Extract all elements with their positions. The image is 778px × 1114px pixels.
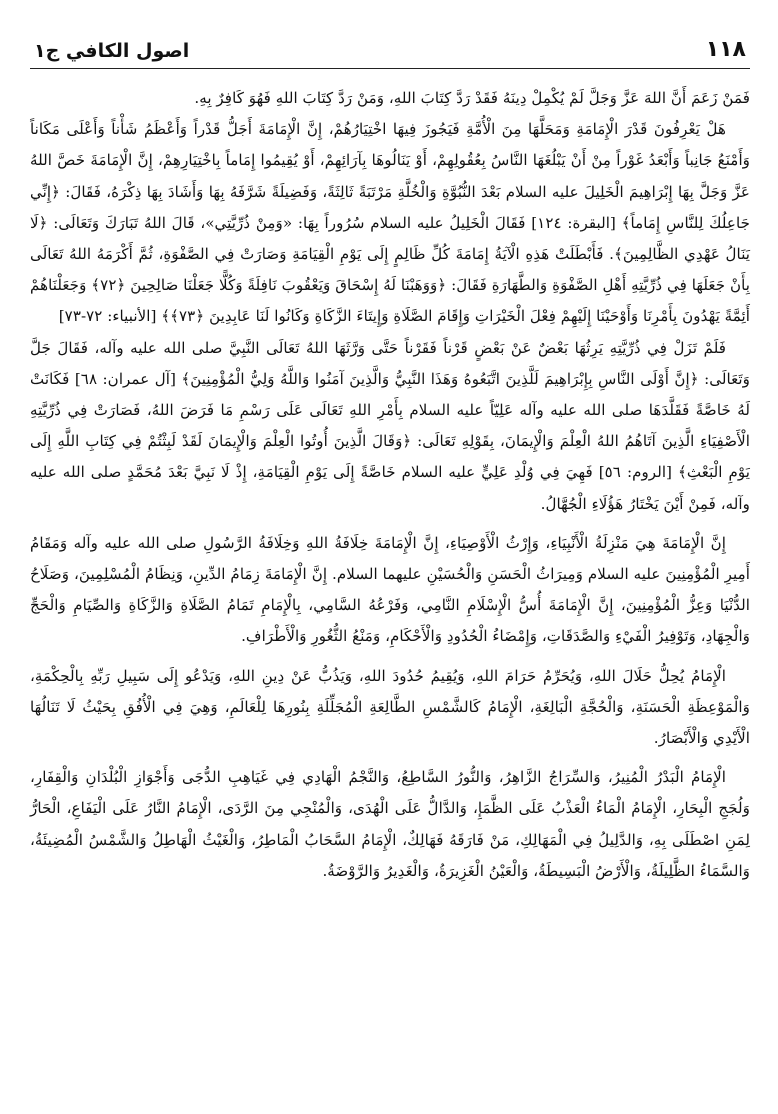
paragraph-2: هَلْ يَعْرِفُونَ قَدْرَ الْإِمَامَةِ وَمَحَلَّهَا مِنَ الْأُمَّةِ فَيَجُوزَ فِيهَا اخْتِيَارُهُمْ، إِنَّ الْإِمَامَةَ أَجَلُّ قَدْراً وَأَعْظَمُ شَأْناً وَأَعْلَى مَكَاناً وَأَمْنَعُ جَانِباً وَأَبْعَدُ غَوْراً مِنْ أَنْ يَبْلُغَهَا النَّاسُ بِعُقُولِهِمْ، أَوْ يَنَالُوهَا بِآرَائِهِمْ، أَوْ يُقِيمُوا إِمَاماً بِاخْتِيَارِهِمْ، إِنَّ الْإِمَامَةَ خَصَّ اللهُ عَزَّ وَجَلَّ بِهَا إِبْرَاهِيمَ الْخَلِيلَ عليه السلام بَعْدَ النُّبُوَّةِ وَالْخُلَّةِ مَرْتَبَةً ثَالِثَةً، وَفَضِيلَةً شَرَّفَهُ بِهَا وَأَشَادَ بِهَا ذِكْرَهُ، فَقَالَ: ﴿إِنِّي جَاعِلُكَ لِلنَّاسِ إِمَاماً﴾ [البقرة: ١٢٤] فَقَالَ الْخَلِيلُ عليه السلام سُرُوراً بِهَا: «وَمِنْ ذُرِّيَّتِي»، قَالَ اللهُ تَبَارَكَ وَتَعَالَى: ﴿لَا يَنَالُ عَهْدِي الظَّالِمِينَ﴾. فَأَبْطَلَتْ هَذِهِ الْآيَةُ إِمَامَةَ كُلِّ ظَالِمٍ إِلَى يَوْمِ الْقِيَامَةِ وَصَارَتْ فِي الصَّفْوَةِ، ثُمَّ أَكْرَمَهُ اللهُ تَعَالَى بِأَنْ جَعَلَهَا فِي ذُرِّيَّتِهِ أَهْلِ الصَّفْوَةِ وَالطَّهَارَةِ فَقَالَ: ﴿وَوَهَبْنَا لَهُ إِسْحَاقَ وَيَعْقُوبَ نَافِلَةً وَكُلًّا جَعَلْنَا صَالِحِينَ ﴿٧٢﴾ وَجَعَلْنَاهُمْ أَئِمَّةً يَهْدُونَ بِأَمْرِنَا وَأَوْحَيْنَا إِلَيْهِمْ فِعْلَ الْخَيْرَاتِ وَإِقَامَ الصَّلَاةِ وَإِيتَاءَ الزَّكَاةِ وَكَانُوا لَنَا عَابِدِينَ ﴿٧٣﴾﴾ [الأنبياء: ٧٢-٧٣] xyxy=(30,120,750,326)
document-page xyxy=(30,28,750,1088)
book-title: اصول الكافي ج١ xyxy=(34,40,190,62)
paragraph-6: الْإِمَامُ الْبَدْرُ الْمُنِيرُ، وَالسِّرَاجُ الزَّاهِرُ، وَالنُّورُ السَّاطِعُ، وَالنَّجْمُ الْهَادِي فِي غَيَاهِبِ الدُّجَى وَأَجْوَازِ الْبُلْدَانِ وَالْقِفَارِ، وَلُجَجِ الْبِحَارِ، الْإِمَامُ الْمَاءُ الْعَذْبُ عَلَى الظَّمَإِ، وَالدَّالُّ عَلَى الْهُدَى، وَالْمُنْجِي مِنَ الرَّدَى، الْإِمَامُ النَّارُ عَلَى الْيَفَاعِ، الْحَارُّ لِمَنِ اصْطَلَى بِهِ، وَالدَّلِيلُ فِي الْمَهَالِكِ، مَنْ فَارَقَهُ فَهَالِكٌ، الْإِمَامُ السَّحَابُ الْمَاطِرُ، وَالْغَيْثُ الْهَاطِلُ وَالشَّمْسُ الْمُضِيئَةُ، وَالسَّمَاءُ الظَّلِيلَةُ، وَالْأَرْضُ الْبَسِيطَةُ، وَالْعَيْنُ الْغَزِيرَةُ، وَالْغَدِيرُ وَالرَّوْضَةُ. xyxy=(30,768,750,880)
paragraph-5: الْإِمَامُ يُحِلُّ حَلَالَ اللهِ، وَيُحَرِّمُ حَرَامَ اللهِ، وَيُقِيمُ حُدُودَ اللهِ، وَيَذُبُّ عَنْ دِينِ اللهِ، وَيَدْعُو إِلَى سَبِيلِ رَبِّهِ بِالْحِكْمَةِ، وَالْمَوْعِظَةِ الْحَسَنَةِ، وَالْحُجَّةِ الْبَالِغَةِ، الْإِمَامُ كَالشَّمْسِ الطَّالِعَةِ الْمُجَلِّلَةِ بِنُورِهَا لِلْعَالَمِ، وَهِيَ فِي الْأُفُقِ بِحَيْثُ لَا تَنَالُهَا الْأَيْدِي وَالْأَبْصَارُ. xyxy=(30,666,750,748)
paragraph-1: فَمَنْ زَعَمَ أَنَّ اللهَ عَزَّ وَجَلَّ لَمْ يُكْمِلْ دِينَهُ فَقَدْ رَدَّ كِتَابَ اللهِ، وَمَنْ رَدَّ كِتَابَ اللهِ فَهُوَ كَافِرٌ بِهِ. xyxy=(194,89,750,107)
paragraph-3: فَلَمْ تَزَلْ فِي ذُرِّيَّتِهِ يَرِثُهَا بَعْضٌ عَنْ بَعْضٍ قَرْناً فَقَرْناً حَتَّى وَرَّثَهَا اللهُ تَعَالَى النَّبِيَّ صلى الله عليه وآله، فَقَالَ جَلَّ وَتَعَالَى: ﴿إِنَّ أَوْلَى النَّاسِ بِإِبْرَاهِيمَ لَلَّذِينَ اتَّبَعُوهُ وَهَذَا النَّبِيُّ وَالَّذِينَ آمَنُوا وَاللَّهُ وَلِيُّ الْمُؤْمِنِينَ﴾ [آل عمران: ٦٨] فَكَانَتْ لَهُ خَاصَّةً فَقَلَّدَهَا صلى الله عليه وآله عَلِيّاً عليه السلام بِأَمْرِ اللهِ تَعَالَى عَلَى رَسْمِ مَا فَرَضَ اللهُ، فَصَارَتْ فِي ذُرِّيَّتِهِ الْأَصْفِيَاءِ الَّذِينَ آتَاهُمُ اللهُ الْعِلْمَ وَالْإِيمَانَ، بِقَوْلِهِ تَعَالَى: ﴿وَقَالَ الَّذِينَ أُوتُوا الْعِلْمَ وَالْإِيمَانَ لَقَدْ لَبِثْتُمْ فِي كِتَابِ اللَّهِ إِلَى يَوْمِ الْبَعْثِ﴾ [الروم: ٥٦] فَهِيَ فِي وُلْدِ عَلِيٍّ عليه السلام خَاصَّةً إِلَى يَوْمِ الْقِيَامَةِ، إِذْ لَا نَبِيَّ بَعْدَ مُحَمَّدٍ صلى الله عليه وآله، فَمِنْ أَيْنَ يَخْتَارُ هَؤُلَاءِ الْجُهَّالُ. xyxy=(30,338,750,513)
page-header xyxy=(30,28,750,69)
body-text xyxy=(30,83,750,887)
page-number: ١١٨ xyxy=(705,37,746,62)
paragraph-4: إِنَّ الْإِمَامَةَ هِيَ مَنْزِلَةُ الْأَنْبِيَاءِ، وَإِرْثُ الْأَوْصِيَاءِ، إِنَّ الْإِمَامَةَ خِلَافَةُ اللهِ وَخِلَافَةُ الرَّسُولِ صلى الله عليه وآله وَمَقَامُ أَمِيرِ الْمُؤْمِنِينَ عليه السلام وَمِيرَاثُ الْحَسَنِ وَالْحُسَيْنِ عليهما السلام. إِنَّ الْإِمَامَةَ زِمَامُ الدِّينِ، وَنِظَامُ الْمُسْلِمِينَ، وَصَلَاحُ الدُّنْيَا وَعِزُّ الْمُؤْمِنِينَ، إِنَّ الْإِمَامَةَ أُسُّ الْإِسْلَامِ النَّامِي، وَفَرْعُهُ السَّامِي، بِالْإِمَامِ تَمَامُ الصَّلَاةِ وَالزَّكَاةِ وَالصِّيَامِ وَالْحَجِّ وَالْجِهَادِ، وَتَوْفِيرُ الْفَيْءِ وَالصَّدَقَاتِ، وَإِمْضَاءُ الْحُدُودِ وَالْأَحْكَامِ، وَمَنْعُ الثُّغُورِ وَالْأَطْرَافِ. xyxy=(30,533,750,646)
